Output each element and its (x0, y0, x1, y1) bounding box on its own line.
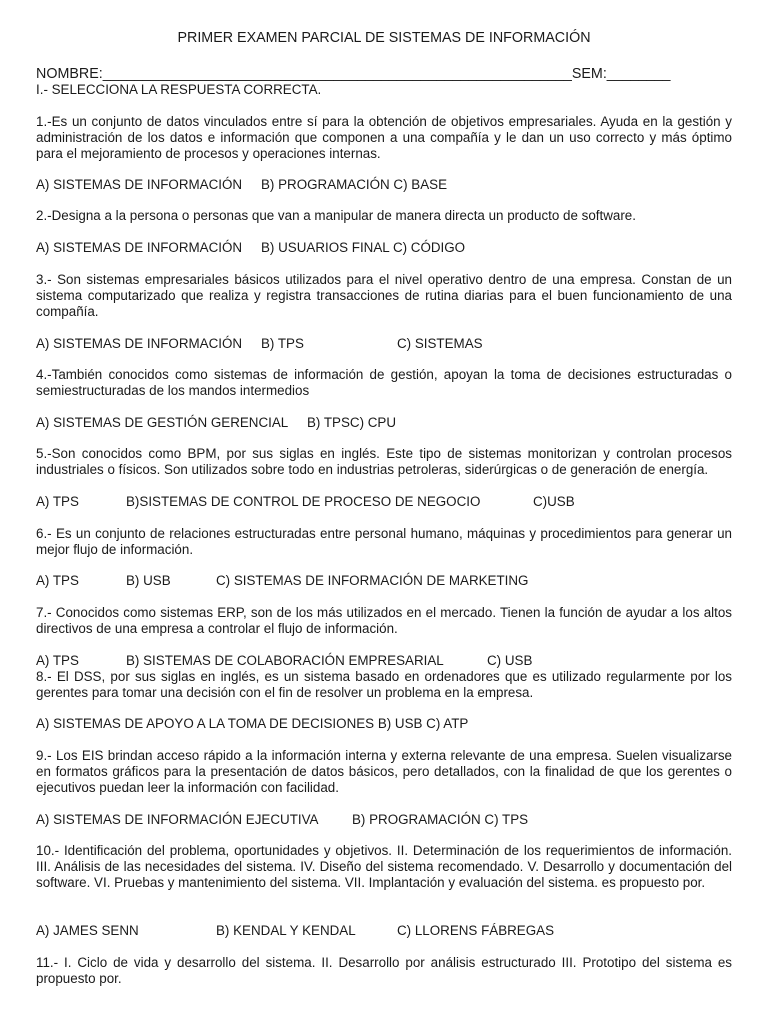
q2-option-a: A) SISTEMAS DE INFORMACIÓN (36, 240, 243, 255)
q5-option-c: C)USB (533, 494, 575, 509)
question-10-text: 10.- Identificación del problema, oportunidades y objetivos. II. Determinación de los requerimientos de información. III. Análisis de las necesidades del sistema. IV. Diseño del sistema recomendado. V. Desarrollo y documentación del software. VI. Pruebas y mantenimiento del sistema. VII. Implantación y evaluación del sistema. es propuesto por. (36, 843, 732, 890)
q1-option-bc: B) PROGRAMACIÓN C) BASE (261, 177, 448, 192)
question-4-text: 4.-También conocidos como sistemas de información de gestión, apoyan la toma de decisiones estructuradas o semiestructuradas de los mandos intermedios (36, 367, 732, 398)
q10-option-b: B) KENDAL Y KENDAL (216, 923, 356, 938)
question-6-text: 6.- Es un conjunto de relaciones estructuradas entre personal humano, máquinas y procedimientos para generar un mejor flujo de información. (36, 526, 732, 557)
question-2-text: 2.-Designa a la persona o personas que van a manipular de manera directa un producto de software. (36, 208, 636, 223)
instruction: I.- SELECCIONA LA RESPUESTA CORRECTA. (36, 82, 322, 97)
q9-option-bc: B) PROGRAMACIÓN C) TPS (352, 812, 529, 827)
q10-option-a: A) JAMES SENN (36, 923, 139, 938)
q10-option-c: C) LLORENS FÁBREGAS (397, 923, 555, 938)
q4-option-bc: B) TPSC) CPU (307, 415, 397, 430)
question-1-text: 1.-Es un conjunto de datos vinculados entre sí para la obtención de objetivos empresariales. Ayuda en la gestión y administración de los datos e información que componen a una compañía y le dan un uso correcto y más óptimo para el mejoramiento de procesos y operaciones internas. (36, 114, 732, 161)
question-9-text: 9.- Los EIS brindan acceso rápido a la información interna y externa relevante de una empresa. Suelen visualizarse en formatos gráficos para la presentación de datos básicos, pero detallados, con la finalidad de que los gerentes o ejecutivos puedan leer la información con facilidad. (36, 748, 732, 795)
q5-option-b: B)SISTEMAS DE CONTROL DE PROCESO DE NEGOCIO (126, 494, 481, 509)
exam-title: PRIMER EXAMEN PARCIAL DE SISTEMAS DE INFORMACIÓN (177, 30, 591, 46)
q4-option-a: A) SISTEMAS DE GESTIÓN GERENCIAL (36, 415, 289, 430)
q3-option-b: B) TPS (261, 336, 304, 351)
q2-option-bc: B) USUARIOS FINAL C) CÓDIGO (261, 240, 466, 255)
q8-options: A) SISTEMAS DE APOYO A LA TOMA DE DECISIONES B) USB C) ATP (36, 716, 469, 731)
question-11-text: 11.- I. Ciclo de vida y desarrollo del sistema. II. Desarrollo por análisis estructurado III. Prototipo del sistema es propuesto por. (36, 955, 732, 986)
question-8-text: 8.- El DSS, por sus siglas en inglés, es un sistema basado en ordenadores que es utilizado regularmente por los gerentes para tomar una decisión con el fin de resolver un problema en la empresa. (36, 669, 732, 700)
q3-option-c: C) SISTEMAS (397, 336, 483, 351)
q6-option-b: B) USB (126, 573, 171, 588)
name-semester-line: NOMBRE:___________________________________________________________SEM:________ (36, 66, 671, 82)
question-3-text: 3.- Son sistemas empresariales básicos utilizados para el nivel operativo dentro de una empresa. Constan de un sistema computarizado que realiza y registra transacciones de rutina diarias para el buen funcionamiento de una compañía. (36, 272, 732, 319)
q6-option-c: C) SISTEMAS DE INFORMACIÓN DE MARKETING (216, 573, 529, 588)
q7-option-a: A) TPS (36, 653, 79, 668)
q7-option-b: B) SISTEMAS DE COLABORACIÓN EMPRESARIAL (126, 653, 444, 668)
q3-option-a: A) SISTEMAS DE INFORMACIÓN (36, 336, 243, 351)
q7-option-c: C) USB (487, 653, 533, 668)
question-5-text: 5.-Son conocidos como BPM, por sus siglas en inglés. Este tipo de sistemas monitorizan y controlan procesos industriales o físicos. Son utilizados sobre todo en industrias petroleras, siderúrgicas o de generación de energía. (36, 446, 732, 477)
q5-option-a: A) TPS (36, 494, 79, 509)
q9-option-a: A) SISTEMAS DE INFORMACIÓN EJECUTIVA (36, 812, 319, 827)
q6-option-a: A) TPS (36, 573, 79, 588)
question-7-text: 7.- Conocidos como sistemas ERP, son de los más utilizados en el mercado. Tienen la función de ayudar a los altos directivos de una empresa a controlar el flujo de información. (36, 605, 732, 636)
q1-option-a: A) SISTEMAS DE INFORMACIÓN (36, 177, 243, 192)
